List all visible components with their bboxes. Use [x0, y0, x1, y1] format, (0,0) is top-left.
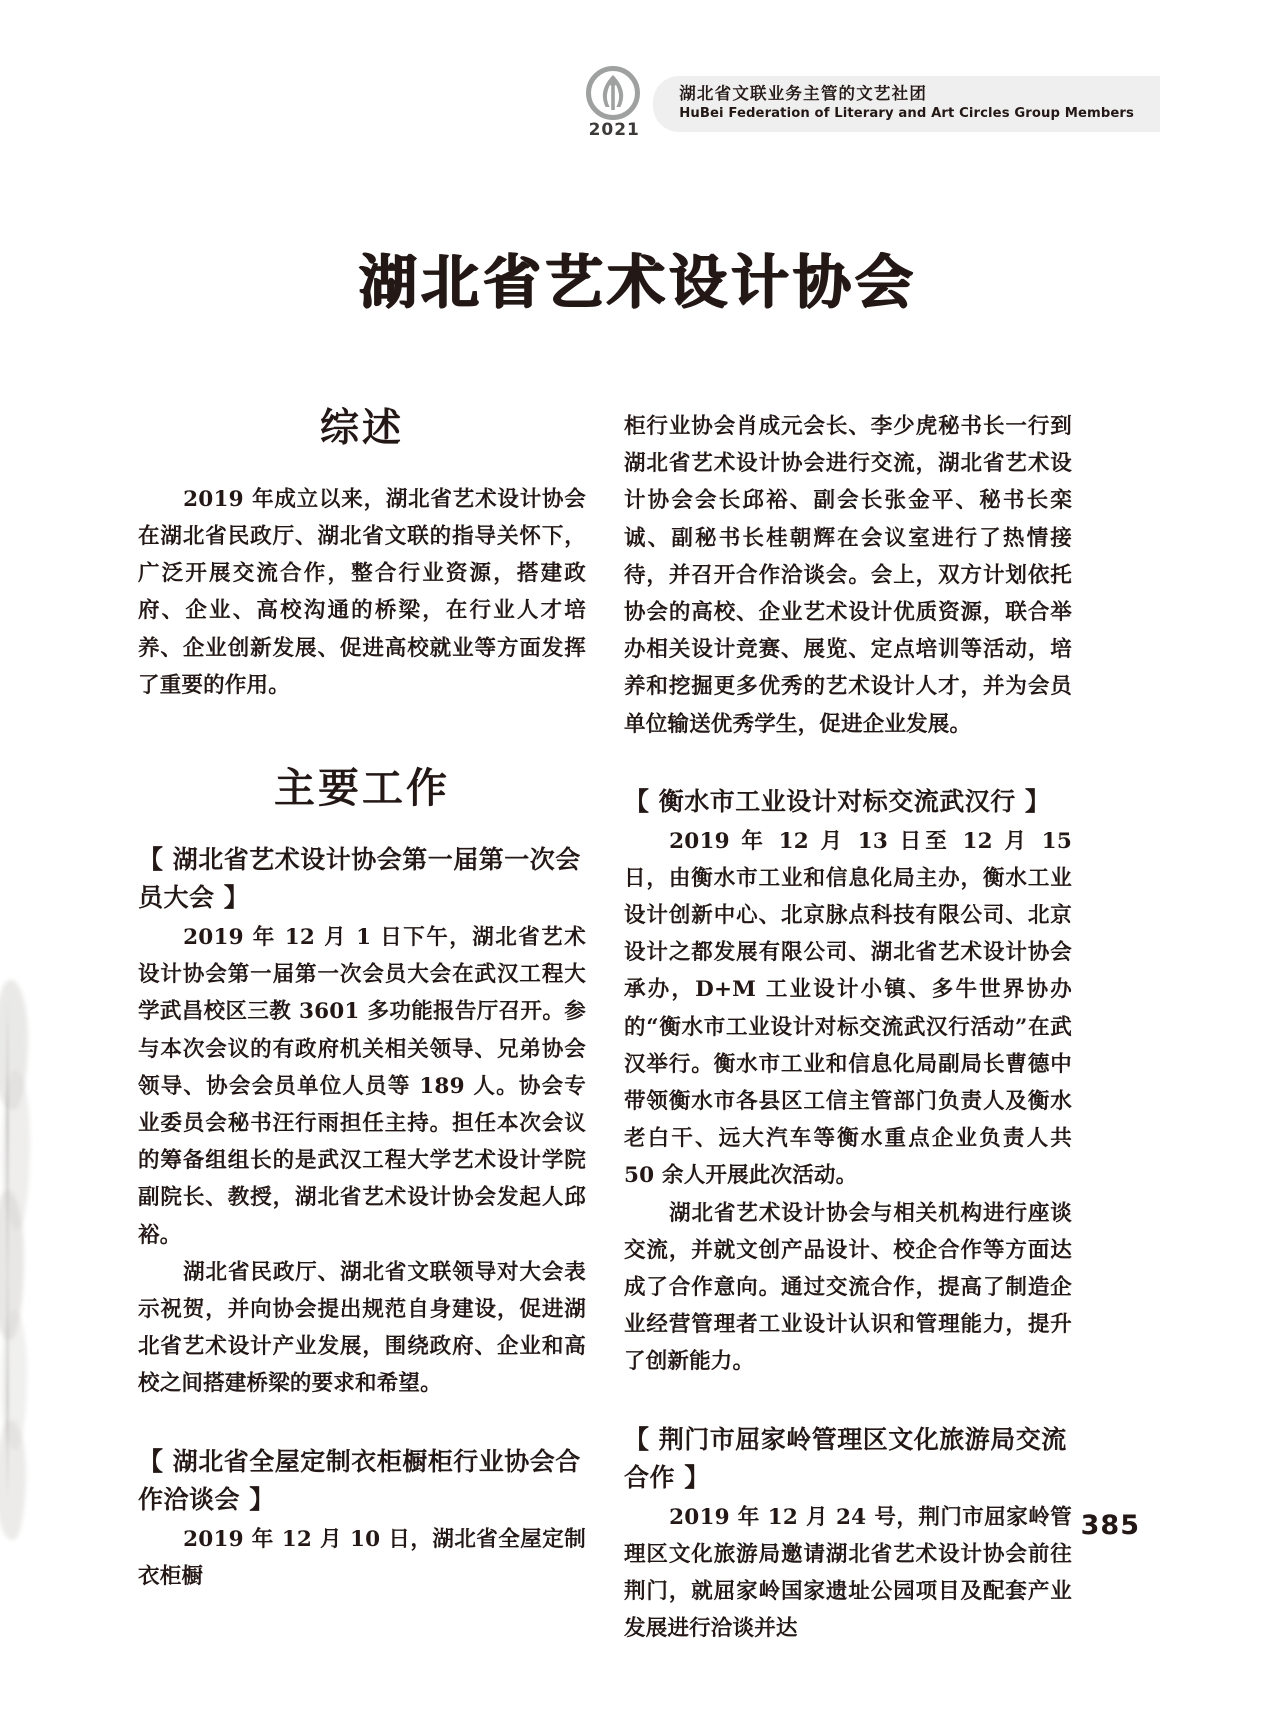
badge-english-text: HuBei Federation of Literary and Art Circles Group Members: [679, 105, 1134, 121]
badge-text-plate: [653, 76, 1160, 132]
section2-paragraph-1: 2019 年 12 月 10 日，湖北省全屋定制衣柜橱: [138, 1526, 586, 1589]
page-header: [0, 0, 1276, 170]
right-column: [624, 408, 1072, 1642]
heading-main-work: 主要工作: [274, 764, 450, 813]
federation-badge: [583, 76, 1160, 140]
section1-paragraph-2: 湖北省民政厅、湖北省文联领导对大会表示祝贺，并向协会提出规范自身建设，促进湖北省艺术设计产业发展，围绕政府、企业和高校之间搭建桥梁的要求和希望。: [138, 1259, 586, 1397]
federation-emblem-icon: [586, 66, 640, 120]
page-edge-texture: [0, 980, 34, 1540]
badge-year: 2021: [588, 120, 640, 140]
section3-paragraph-1: 2019 年 12 月 13 日至 12 月 15 日，由衡水市工业和信息化局主办，衡水工业设计创新中心、北京脉点科技有限公司、北京设计之都发展有限公司、湖北省艺术设计协会承办，D+M 工业设计小镇、多牛世界协办的“衡水市工业设计对标交流武汉行活动”在武汉举行。衡水市工业和信息化局副局长曹德中带领衡水市各县区工信主管部门负责人及衡水老白干、远大汽车等衡水重点企业负责人共 50 余人开展此次活动。: [624, 828, 1072, 1189]
section1-paragraph-1: 2019 年 12 月 1 日下午，湖北省艺术设计协会第一届第一次会员大会在武汉工程大学武昌校区三教 3601 多功能报告厅召开。参与本次会议的有政府机关相关领导、兄弟协会领导、协会会员单位人员等 189 人。协会专业委员会秘书汪行雨担任主持。担任本次会议的筹备组组长的是武汉工程大学艺术设计学院副院长、教授，湖北省艺术设计协会发起人邱裕。: [138, 925, 586, 1248]
continued-paragraph: 柜行业协会肖成元会长、李少虎秘书长一行到湖北省艺术设计协会进行交流，湖北省艺术设计协会会长邱裕、副会长张金平、秘书长栾诚、副秘书长桂朝辉在会议室进行了热情接待，并召开合作洽谈会。会上，双方计划依托协会的高校、企业艺术设计优质资源，联合举办相关设计竞赛、展览、定点培训等活动，培养和挖掘更多优秀的艺术设计人才，并为会员单位输送优秀学生，促进企业发展。: [624, 414, 1072, 737]
subheading-wardrobe-cabinet-association: 【 湖北省全屋定制衣柜橱柜行业协会合作洽谈会 】: [138, 1446, 581, 1514]
section3-paragraph-2: 湖北省艺术设计协会与相关机构进行座谈交流，并就文创产品设计、校企合作等方面达成了合作意向。通过交流合作，提高了制造企业经营管理者工业设计认识和管理能力，提升了创新能力。: [624, 1200, 1072, 1375]
overview-paragraph: 2019 年成立以来，湖北省艺术设计协会在湖北省民政厅、湖北省文联的指导关怀下，广泛开展交流合作，整合行业资源，搭建政府、企业、高校沟通的桥梁，在行业人才培养、企业创新发展、促进高校就业等方面发挥了重要的作用。: [138, 486, 586, 698]
section4-paragraph-1: 2019 年 12 月 24 号，荆门市屈家岭管理区文化旅游局邀请湖北省艺术设计协会前往荆门，就屈家岭国家遗址公园项目及配套产业发展进行洽谈并达: [624, 1504, 1072, 1642]
heading-overview: 综述: [319, 406, 404, 451]
subheading-jingmen-qujialing-tourism: 【 荆门市屈家岭管理区文化旅游局交流合作 】: [624, 1424, 1067, 1492]
subheading-first-members-congress: 【 湖北省艺术设计协会第一届第一次会员大会 】: [138, 845, 581, 913]
subheading-hengshui-industrial-design: 【 衡水市工业设计对标交流武汉行 】: [624, 786, 1051, 816]
badge-logo: [583, 66, 645, 142]
badge-chinese-text: 湖北省文联业务主管的文艺社团: [679, 83, 928, 103]
page-number: 385: [1080, 1510, 1140, 1541]
page-title: 湖北省艺术设计协会: [358, 247, 917, 316]
left-column: [138, 406, 586, 1589]
